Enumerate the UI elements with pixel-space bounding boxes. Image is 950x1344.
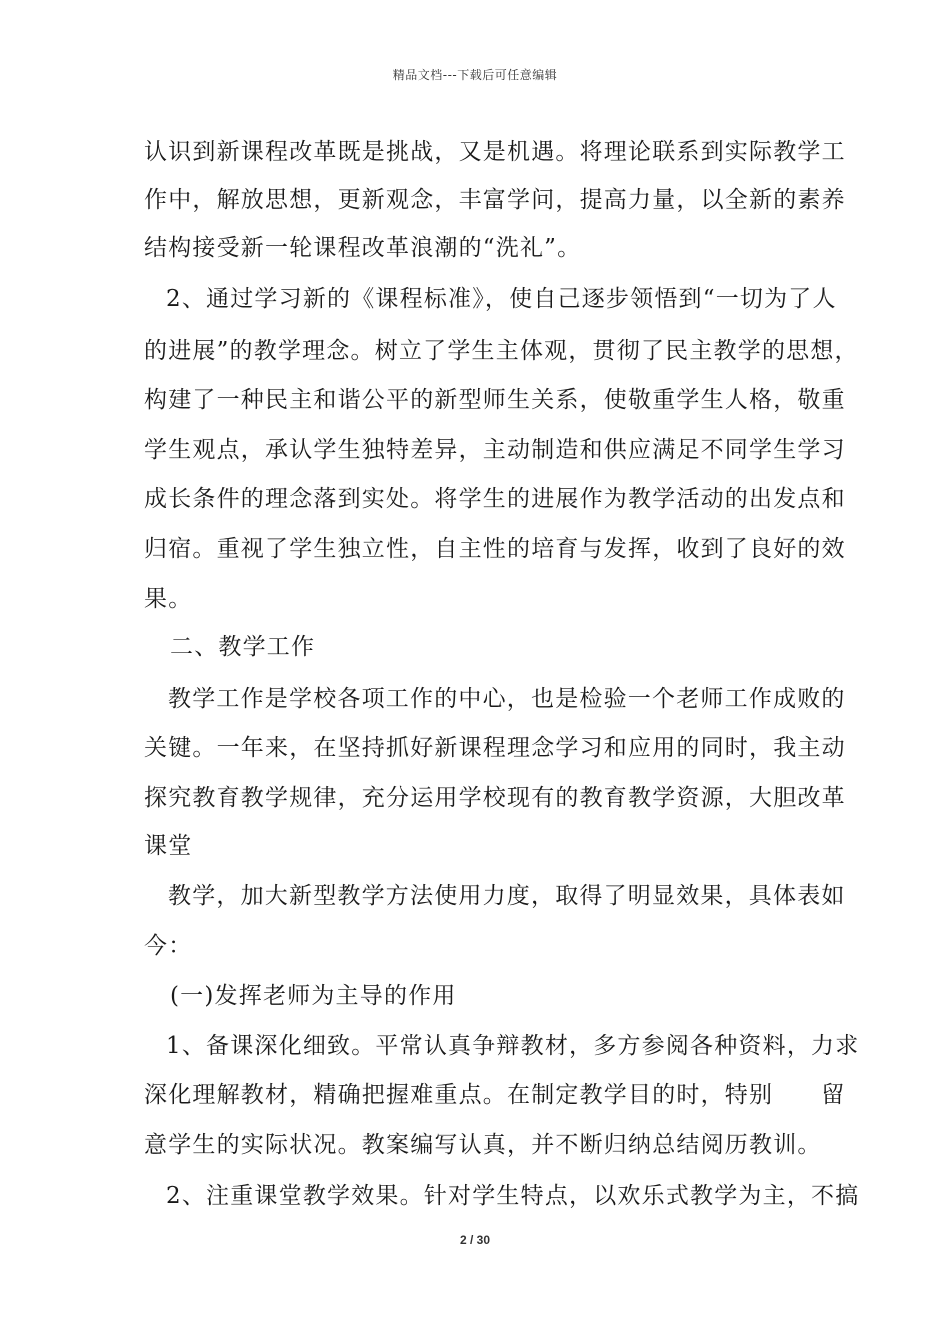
body-line: 认识到新课程改革既是挑战，又是机遇。将理论联系到实际教学工 (144, 139, 846, 165)
body-line: 果。 (144, 586, 193, 612)
body-line: 结构接受新一轮课程改革浪潮的“洗礼”。 (144, 235, 582, 261)
body-line: 教学工作是学校各项工作的中心，也是检验一个老师工作成败的 (168, 686, 846, 712)
body-line: 深化理解教材，精确把握难重点。在制定教学目的时，特别 留 (144, 1082, 846, 1108)
body-line: 构建了一种民主和谐公平的新型师生关系，使敬重学生人格，敬重 (144, 387, 846, 413)
body-line: 归宿。重视了学生独立性，自主性的培育与发挥，收到了良好的效 (144, 536, 846, 562)
body-line: 2、注重课堂教学效果。针对学生特点，以欢乐式教学为主，不搞 (166, 1183, 860, 1209)
body-line: 的进展”的教学理念。树立了学生主体观，贯彻了民主教学的思想， (144, 338, 859, 364)
page-header: 精品文档---下载后可任意编辑 (392, 68, 558, 82)
body-line: 意学生的实际状况。教案编写认真，并不断归纳总结阅历教训。 (144, 1132, 822, 1158)
body-line: 学生观点，承认学生独特差异，主动制造和供应满足不同学生学习 (144, 437, 846, 463)
body-line: 教学，加大新型教学方法使用力度，取得了明显效果，具体表如 (168, 883, 846, 909)
page-number: 2 / 30 (459, 1233, 491, 1247)
body-line: 1、备课深化细致。平常认真争辩教材，多方参阅各种资料，力求 (166, 1033, 860, 1059)
body-line: 今： (144, 933, 193, 959)
body-line: 探究教育教学规律，充分运用学校现有的教育教学资源，大胆改革 (144, 785, 846, 811)
body-line: 作中，解放思想，更新观念，丰富学问，提高力量，以全新的素养 (144, 187, 846, 213)
section-heading: 二、教学工作 (170, 634, 316, 660)
body-line: 成长条件的理念落到实处。将学生的进展作为教学活动的出发点和 (144, 486, 846, 512)
body-line: 2、通过学习新的《课程标准》，使自己逐步领悟到“一切为了人 (166, 286, 837, 312)
body-line: 课堂 (144, 833, 193, 859)
subsection-heading: (一)发挥老师为主导的作用 (170, 983, 457, 1009)
body-line: 关键。一年来，在坚持抓好新课程理念学习和应用的同时，我主动 (144, 735, 846, 761)
